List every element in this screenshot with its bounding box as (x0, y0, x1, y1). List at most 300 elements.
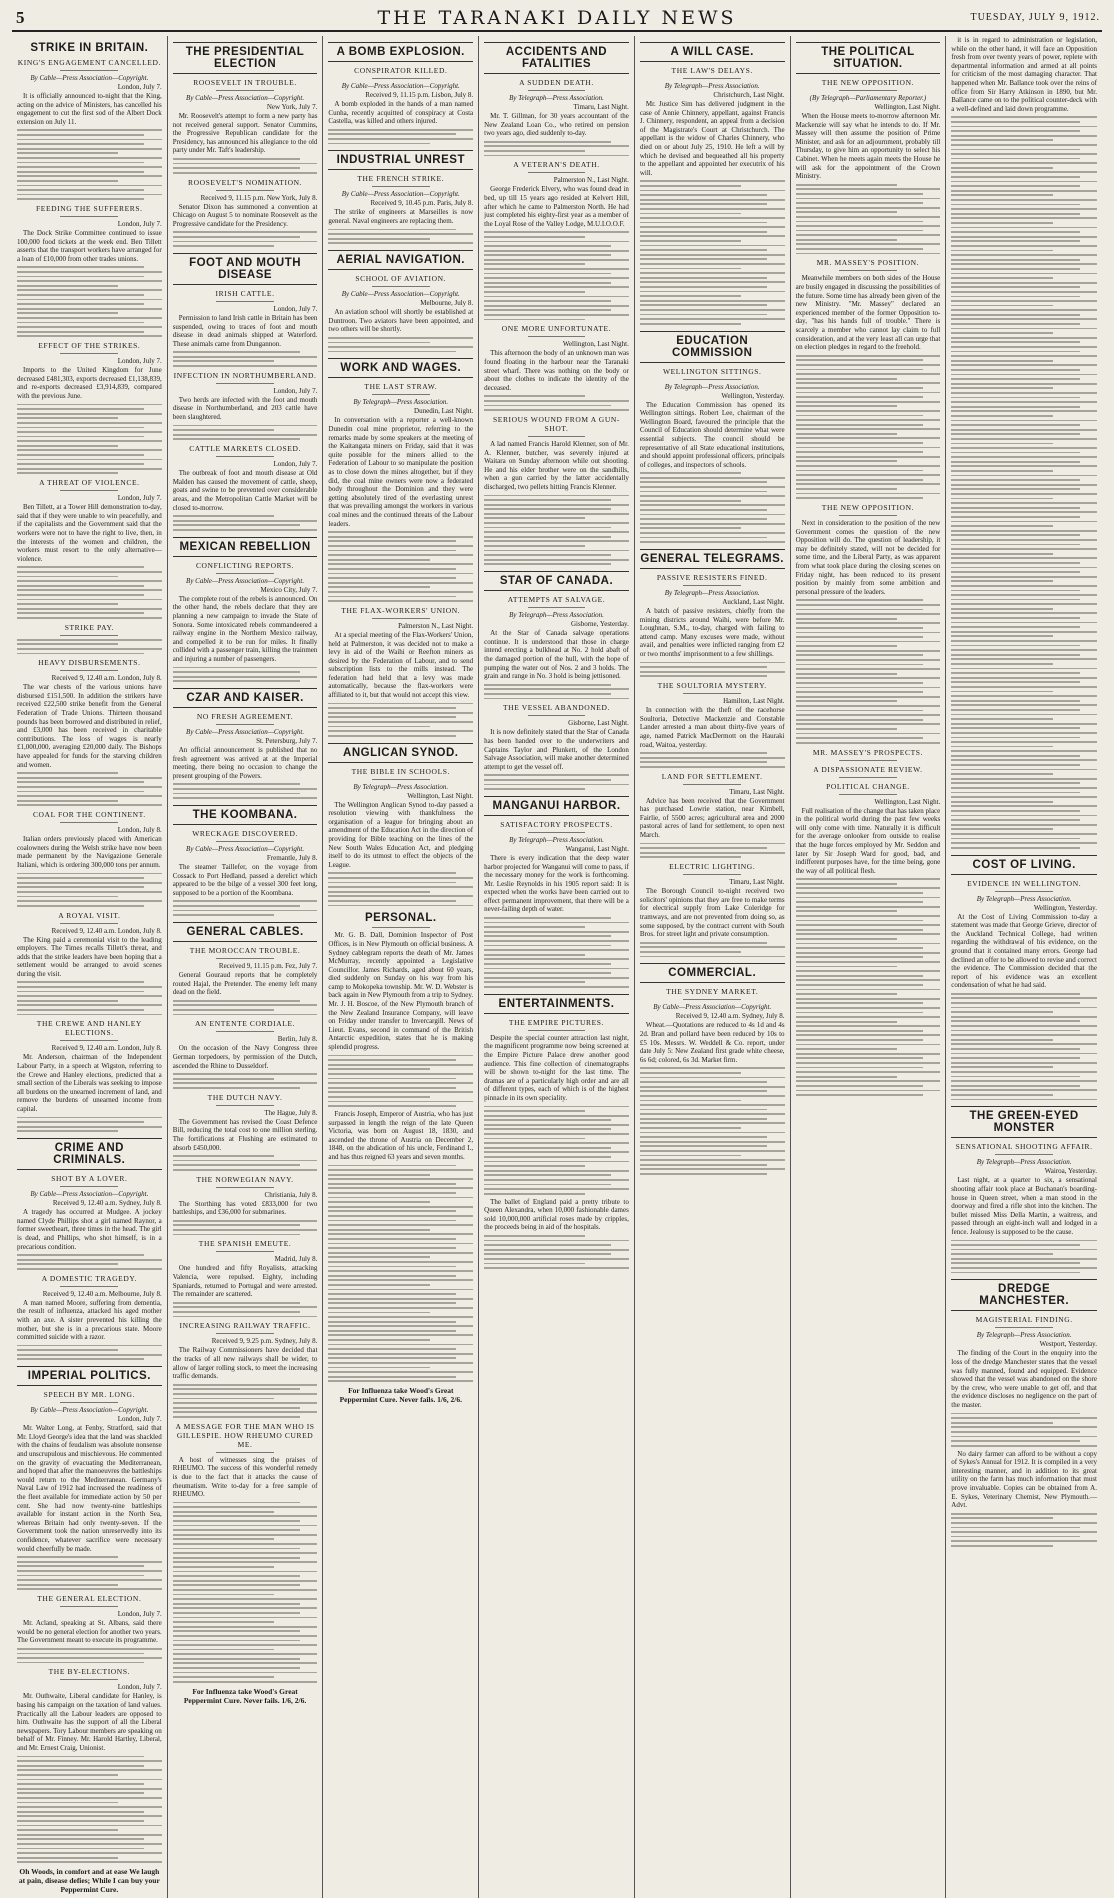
text-line (17, 266, 144, 268)
text-line (173, 1589, 318, 1591)
text-line (951, 374, 1097, 376)
article-heading: COMMERCIAL. (640, 963, 785, 983)
continued-text (328, 531, 473, 602)
continued-text (173, 158, 318, 174)
text-line (484, 1110, 585, 1112)
text-line (484, 1170, 629, 1172)
text-line (328, 1362, 473, 1364)
text-line (173, 515, 274, 517)
text-line (173, 783, 300, 785)
text-line (951, 1240, 1097, 1242)
article-dateline: Gisborne, Last Night. (568, 719, 629, 728)
text-line (173, 351, 300, 353)
text-line (17, 1579, 162, 1581)
text-line (640, 258, 767, 260)
text-line (951, 833, 1097, 835)
text-line (17, 454, 144, 456)
text-line (173, 231, 318, 233)
text-line (173, 1078, 274, 1080)
article-dateline: Hamilton, Last Night. (723, 697, 785, 706)
text-line (17, 1354, 162, 1356)
text-line (951, 1417, 1097, 1419)
continued-text (951, 993, 1097, 1100)
text-line (17, 1825, 162, 1827)
text-line (951, 456, 1097, 458)
divider-rule (216, 301, 274, 302)
text-line (17, 873, 162, 875)
text-line (951, 631, 1097, 633)
text-line (951, 387, 1053, 389)
article-subheading: THE FLAX-WORKERS' UNION. (341, 605, 461, 615)
text-line (796, 369, 923, 371)
text-line (951, 1011, 1053, 1013)
text-line (173, 1009, 274, 1011)
continued-text (173, 1384, 318, 1418)
continued-text (951, 116, 1097, 848)
text-line (328, 1270, 473, 1272)
text-line (951, 732, 1097, 734)
text-line (173, 1502, 300, 1504)
article-body: The steamer Taillefer, on the voyage from Cossack to Port Hedland, passed a derelict which appeared to be the bilge of a vessel 300 feet long, supposed to be a portion of the Koombana. (172, 863, 318, 897)
text-line (484, 263, 585, 265)
article-body: Mr. Walter Long, at Fenby, Stratford, said that Mr. Lloyd George's idea that the land was shackled with the chains of feudalism was absolute nonsense and unscrupulous and mischievous. He commented on the gravity of evacuating the Mediterranean, and hoped that after the manoeuvres the battleships would return to the Mediterranean. Germany's Naval Law of 1912 had increased the readiness of the fleet available for immediate action by 50 per cent. She had now twenty-nine battleships available for instant action in the North Sea, whereas Britain had only twenty-seven. If the Government took the nation unreservedly into its confidence, whatever sacrifice were necessary would cheerfully be made. (17, 1424, 162, 1553)
article-subheading: THE CREWE AND HANLEY ELECTIONS. (36, 1019, 142, 1038)
article-heading: STAR OF CANADA. (484, 571, 629, 591)
text-line (796, 396, 923, 398)
text-line (17, 1769, 162, 1771)
text-line (951, 250, 1053, 252)
text-line (484, 536, 611, 538)
text-line (951, 429, 1097, 431)
text-line (484, 236, 585, 238)
text-line (951, 507, 1079, 509)
continued-text (328, 1055, 473, 1107)
text-line (17, 900, 162, 902)
text-line (640, 314, 767, 316)
text-line (796, 920, 923, 922)
text-line (796, 696, 941, 698)
text-line (328, 1105, 455, 1107)
text-line (17, 1268, 162, 1270)
article-body: The Railway Commissioners have decided that the tracks of all new railways shall be wider, to allow of larger rolling stock, to meet the increasing traffic demands. (172, 1346, 318, 1381)
text-line (796, 1034, 941, 1036)
divider-rule (216, 958, 274, 959)
article-heading: GENERAL CABLES. (173, 922, 318, 942)
text-line (328, 905, 473, 907)
text-line (796, 479, 923, 481)
article (640, 549, 785, 677)
text-line (951, 126, 1097, 128)
text-line (328, 1334, 473, 1336)
text-line (173, 434, 318, 436)
article (173, 537, 318, 682)
text-line (173, 360, 274, 362)
article-body: A host of witnesses sing the praises of RHEUMO. The success of this wonderful remedy is due to the fact that it attacks the cause of rheumatism. Write to-day for a free sample of RHEUMO. (172, 1455, 318, 1499)
text-line (484, 945, 611, 947)
article (17, 810, 162, 906)
article (640, 772, 785, 859)
text-line (173, 1087, 300, 1089)
text-line (951, 1025, 1097, 1027)
text-line (951, 305, 1053, 307)
continued-text (17, 772, 162, 806)
text-line (328, 1243, 473, 1245)
article (796, 782, 941, 1096)
text-line (640, 226, 785, 228)
divider-rule (839, 777, 897, 778)
article-dateline: Wanganui, Last Night. (565, 844, 629, 853)
text-line (328, 143, 429, 145)
text-line (951, 599, 1079, 601)
text-line (640, 1100, 741, 1102)
text-line (484, 774, 629, 776)
text-line (173, 1014, 318, 1016)
article-subheading: INCREASING RAILWAY TRAFFIC. (179, 1321, 311, 1331)
text-line (17, 280, 162, 282)
article (640, 963, 785, 1174)
text-line (640, 518, 767, 520)
text-line (796, 410, 941, 412)
text-line (796, 451, 923, 453)
text-line (951, 488, 1079, 490)
text-line (17, 143, 144, 145)
article-subheading: CONSPIRATOR KILLED. (354, 66, 448, 75)
text-line (328, 877, 473, 879)
article-dateline: Wellington, Last Night. (874, 103, 941, 111)
text-line (328, 1279, 473, 1281)
text-line (17, 317, 162, 319)
column-5 (635, 36, 791, 1898)
text-line (484, 935, 611, 937)
text-line (951, 135, 1097, 137)
continued-text (17, 639, 162, 655)
text-line (484, 300, 611, 302)
text-line (951, 741, 1097, 743)
continued-text (173, 1155, 318, 1171)
text-line (796, 641, 941, 643)
article-credit: By Telegraph—Press Association. (664, 382, 760, 391)
continued-text (17, 1556, 162, 1590)
text-line (173, 1407, 300, 1409)
article-dateline: The Hague, July 8. (264, 1108, 318, 1117)
text-line (640, 486, 785, 488)
text-line (17, 804, 162, 806)
divider-rule (216, 724, 274, 725)
text-line (796, 1030, 923, 1032)
text-line (17, 436, 144, 438)
divider-rule (216, 1333, 274, 1334)
text-line (951, 277, 1053, 279)
article-subheading: THE SPANISH EMEUTE. (198, 1239, 292, 1249)
text-line (951, 590, 1079, 592)
text-line (17, 1561, 162, 1563)
text-line (951, 153, 1097, 155)
text-line (17, 413, 162, 415)
text-line (173, 1681, 318, 1683)
text-line (173, 1384, 318, 1386)
text-line (17, 162, 144, 164)
text-line (951, 259, 1079, 261)
text-line (951, 1262, 1079, 1264)
text-line (17, 1765, 144, 1767)
divider-rule (60, 1040, 118, 1041)
text-line (17, 777, 162, 779)
article (173, 1687, 318, 1705)
column-2 (168, 36, 324, 1898)
text-line (951, 1267, 1097, 1269)
text-line (328, 1215, 473, 1217)
article (951, 1106, 1097, 1273)
text-line (17, 459, 162, 461)
text-line (173, 1640, 300, 1642)
text-line (328, 238, 429, 240)
text-line (328, 1197, 473, 1199)
article-body: Last night, at a quarter to six, a sensational shooting affair took place at Buchanan's boarding-house in Queen street, when a man stood in the doorway and fired a rifle shot into the kitchen. The bullet missed Miss Della Martin, a waitress, and passed through an eight-inch wall and lodged in a fence. Jealousy is supposed to be the cause. (951, 1176, 1097, 1236)
continued-text (17, 873, 162, 907)
article-subheading: THE DUTCH NAVY. (207, 1092, 283, 1102)
text-line (173, 1626, 318, 1628)
text-line (951, 1413, 1079, 1415)
text-line (17, 1570, 162, 1572)
text-line (328, 1325, 473, 1327)
text-line (796, 442, 923, 444)
text-line (484, 155, 629, 157)
text-line (17, 472, 118, 474)
text-line (17, 1788, 162, 1790)
text-line (17, 1834, 162, 1836)
text-line (173, 680, 300, 682)
text-line (796, 1071, 941, 1073)
text-line (484, 1138, 585, 1140)
article-dateline: Auckland, Last Night. (722, 598, 785, 606)
article-body: it is in regard to administration or legislation, while on the other hand, it will face an Opposition fresh from over twenty years of power, replete with departmental information and armed at all points for criticism of the most damaging character. That happened when Mr. Ballance took over the reins of office from Sir Harry Atkinson in 1890, but Mr. Ballance came on to the political counter-deck with a well-defined and laid down programme. (951, 36, 1097, 113)
text-line (173, 1393, 318, 1395)
text-line (17, 148, 162, 150)
text-line (484, 499, 611, 501)
article-dateline: Received 9, 12.40 a.m. Sydney, July 8. (675, 1012, 785, 1021)
continued-text (484, 774, 629, 790)
text-line (640, 1122, 785, 1124)
text-line (484, 259, 629, 261)
text-line (484, 540, 629, 542)
text-line (796, 975, 923, 977)
text-line (484, 684, 611, 686)
text-line (796, 650, 941, 652)
text-line (328, 1312, 429, 1314)
divider-rule (683, 585, 741, 586)
article-subheading: ELECTRIC LIGHTING. (669, 862, 756, 872)
article-subheading: AN ENTENTE CORDIALE. (195, 1019, 296, 1029)
article-subheading: POLITICAL CHANGE. (826, 781, 910, 791)
text-line (796, 437, 941, 439)
text-line (951, 1522, 1097, 1524)
text-line (640, 323, 741, 325)
article-body: A tragedy has occurred at Mudgee. A jockey named Clyde Phillips shot a girl named Raynor, a former sweetheart, three times in the head. The girl is dead, and Phillips, who shot himself, is in a precarious condition. (17, 1208, 162, 1251)
text-line (328, 1348, 455, 1350)
article (17, 658, 162, 806)
divider-rule (216, 1031, 274, 1032)
text-line (173, 1402, 318, 1404)
article-dateline: Received 9, 10.45 p.m. Paris, July 8. (370, 199, 474, 208)
article-heading: IMPERIAL POLITICS. (17, 1366, 162, 1386)
text-line (173, 158, 300, 160)
text-line (328, 721, 473, 723)
text-line (796, 742, 941, 744)
text-line (796, 239, 897, 241)
divider-rule (60, 1402, 118, 1403)
article-body: A bomb exploded in the hands of a man named Cunha, recently acquitted of conspiracy at Costa Castella, was killed and others injured. (328, 100, 474, 126)
text-line (951, 378, 1079, 380)
divider-rule (528, 436, 586, 437)
text-line (17, 772, 118, 774)
article (328, 150, 473, 244)
text-line (951, 805, 1097, 807)
text-line (328, 1210, 455, 1212)
text-line (796, 202, 923, 204)
text-line (796, 378, 897, 380)
divider-rule (995, 891, 1053, 892)
text-line (796, 682, 923, 684)
text-line (173, 1398, 274, 1400)
text-line (328, 1187, 473, 1189)
text-line (796, 234, 941, 236)
text-line (951, 847, 1079, 849)
text-line (951, 176, 1079, 178)
text-line (951, 769, 1097, 771)
article-subheading: EFFECT OF THE STRIKES. (38, 341, 141, 351)
text-line (640, 1113, 785, 1115)
text-line (640, 1086, 785, 1088)
article-credit: By Cable—Press Association—Copyright. (341, 190, 460, 199)
issue-date: TUESDAY, JULY 9, 1912. (970, 12, 1100, 23)
article-dateline: London, July 7. (117, 220, 162, 229)
article (328, 743, 473, 907)
text-line (951, 204, 1079, 206)
text-line (951, 222, 1053, 224)
article-body: George Frederick Elvery, who was found dead in bed, up till 15 years ago resided at Kelvert Hill, after which he came to Palmerston North. He had just completed his eighty-first year as a member of the Loyal Rose of the Valley Lodge, M.U.I.O.O.F. (484, 185, 629, 228)
text-line (796, 1002, 923, 1004)
text-line (328, 1091, 473, 1093)
divider-rule (372, 78, 430, 79)
article-subheading: THE BY-ELECTIONS. (48, 1667, 131, 1677)
article (17, 1867, 162, 1894)
text-line (328, 536, 473, 538)
text-line (328, 1376, 455, 1378)
text-line (17, 326, 162, 328)
text-line (796, 1048, 897, 1050)
text-line (17, 276, 144, 278)
text-line (17, 185, 162, 187)
article-body: The complete rout of the rebels is announced. On the other hand, the rebels declare that they are planning a new campaign to invade the State of Sonora. Some intoxicated rebels commandeered a railway engine in the Northern Mexico railway, and compelled it to be run for miles. It finally collided with a passenger train, killing the trainmen and injuring a number of passengers. (172, 594, 318, 663)
text-line (173, 1529, 300, 1531)
divider-rule (683, 784, 741, 785)
text-line (17, 139, 162, 141)
text-line (328, 573, 473, 575)
text-line (173, 1580, 318, 1582)
text-line (17, 312, 118, 314)
text-line (951, 677, 1097, 679)
text-line (328, 1233, 473, 1235)
text-line (951, 1043, 1097, 1045)
text-line (640, 1067, 785, 1069)
text-line (173, 1612, 300, 1614)
text-line (951, 231, 1079, 233)
article-subheading: A ROYAL VISIT. (58, 910, 121, 920)
article-subheading: WRECKAGE DISCOVERED. (192, 829, 298, 839)
article-heading: ACCIDENTS AND FATALITIES (484, 42, 629, 74)
article (328, 1110, 473, 1382)
text-line (17, 891, 162, 893)
text-line (173, 1543, 318, 1545)
text-line (484, 277, 629, 279)
text-line (640, 757, 785, 759)
text-line (173, 1672, 318, 1674)
text-line (796, 636, 923, 638)
text-line (17, 408, 144, 410)
text-line (328, 1339, 429, 1341)
text-line (951, 493, 1097, 495)
text-line (328, 1174, 429, 1176)
article-dateline: Received 9, 11.15 p.m. New York, July 8. (200, 193, 318, 202)
text-line (17, 198, 144, 200)
text-line (951, 801, 1053, 803)
text-line (951, 828, 1053, 830)
text-line (173, 914, 274, 916)
text-line (17, 1004, 162, 1006)
text-line (951, 1071, 1097, 1073)
text-line (640, 1081, 767, 1083)
page-number: 5 (16, 8, 25, 27)
text-line (951, 341, 1079, 343)
text-line (173, 172, 318, 174)
text-line (640, 504, 785, 506)
text-line (951, 773, 1053, 775)
text-line (484, 513, 629, 515)
divider-rule (60, 635, 118, 636)
text-line (484, 559, 629, 561)
divider-rule (528, 336, 586, 337)
text-line (328, 577, 455, 579)
paper-title: THE TARANAKI DAILY NEWS (377, 7, 737, 29)
article-dateline: Received 9, 12.40 a.m. London, July 8. (51, 674, 162, 683)
text-line (484, 1115, 629, 1117)
text-line (17, 1779, 162, 1781)
article (173, 42, 318, 174)
article-heading: STRIKE IN BRITAIN. (30, 42, 149, 54)
article-body: The finding of the Court in the enquiry into the loss of the dredge Manchester states that the vessel was fully manned, found and equipped. Evidence showed that the vessel was abandoned on the shore by the crew, who were unable to get off, and that the evidence discloses no negligence on the part of the master. (951, 1349, 1097, 1410)
text-line (951, 355, 1097, 357)
text-line (796, 359, 923, 361)
text-line (951, 282, 1097, 284)
text-line (796, 447, 941, 449)
text-line (173, 365, 318, 367)
continued-text (796, 355, 941, 499)
text-line (796, 989, 941, 991)
text-line (17, 800, 118, 802)
article-body: Mr. G. B. Dall, Dominion Inspector of Post Offices, is in New Plymouth on official business. A Sydney cablegram reports the death of Mr. James McMurray, recently appointed a Legislative Councillor. James Richards, aged about 60 years, died suddenly on Sunday on his way from his camp to Mokopeka township. Mr. W. D. Webster is back again in New Plymouth from a trip to Sydney. Mr. J. H. Boscoe, of the New Plymouth branch of the New Zealand Insurance Company, will leave on Friday under transfer to Invercargill. News of Lieut. Evans, second in command of the British Antarctic expedition, states that he is making splendid progress. (328, 931, 474, 1052)
advertisement: Oh Woods, in comfort and at ease We laugh at pain, disease defies; While I can buy your Peppermint Cure. (18, 1867, 160, 1895)
text-line (173, 676, 318, 678)
text-line (328, 346, 473, 348)
text-line (173, 1229, 318, 1231)
text-line (17, 653, 144, 655)
article-subheading: THE SYDNEY MARKET. (666, 987, 759, 997)
text-line (17, 1760, 162, 1762)
text-line (17, 1861, 162, 1863)
article-credit: By Cable—Press Association—Copyright. (30, 1190, 149, 1199)
text-line (17, 566, 144, 568)
continued-text (17, 566, 162, 618)
